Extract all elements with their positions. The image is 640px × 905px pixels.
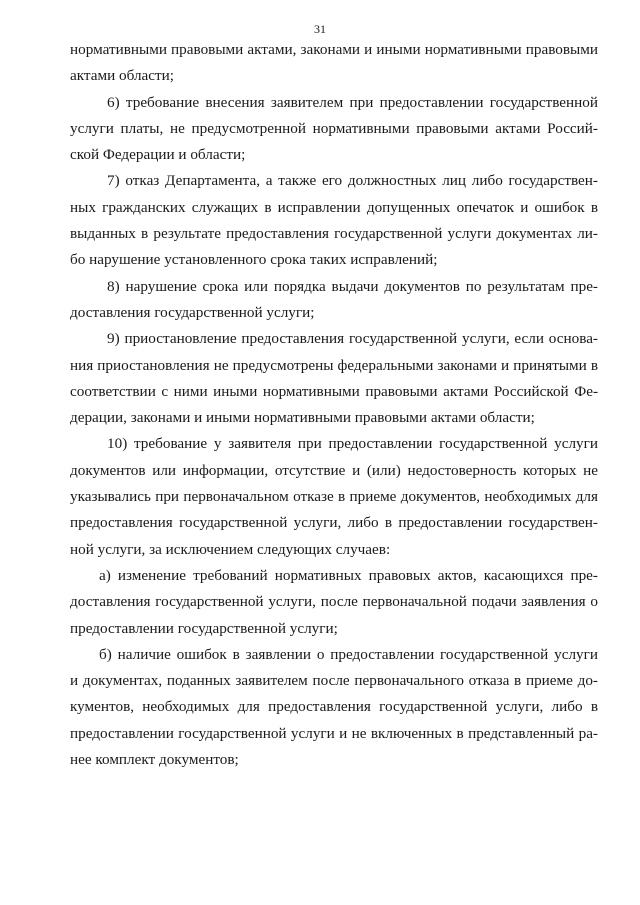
text-line: и документах, поданных заявителем после первоначального отказа в приеме до- (70, 672, 598, 690)
text-line: 7) отказ Департамента, а также его должностных лиц либо государствен- (107, 172, 598, 190)
text-line: актами области; (70, 67, 175, 85)
paragraph-item-10 (70, 431, 598, 562)
text-line: нее комплект документов; (70, 751, 239, 769)
text-line: 8) нарушение срока или порядка выдачи документов по результатам пре- (107, 277, 598, 295)
text-line: бо нарушение установленного срока таких исправлений; (70, 251, 438, 269)
paragraph-item-6 (70, 90, 598, 169)
text-line: нормативными правовыми актами, законами и иными нормативными правовыми (70, 41, 598, 58)
text-line: б) наличие ошибок в заявлении о предоставлении государственной услуги (99, 645, 598, 663)
text-line: доставления государственной услуги, после первоначальной подачи заявления о (70, 593, 598, 611)
paragraph-subitem-b (70, 642, 598, 773)
paragraph-item-8 (70, 274, 598, 327)
text-line: 6) требование внесения заявителем при предоставлении государственной (107, 93, 598, 111)
paragraph-item-9 (70, 326, 598, 431)
text-line: предоставлении государственной услуги; (70, 619, 338, 637)
text-line: дерации, законами и иными нормативными правовыми актами области; (70, 409, 535, 427)
text-line: 10) требование у заявителя при предоставлении государственной услуги (107, 435, 598, 453)
text-line: ния приостановления не предусмотрены федеральными законами и принятыми в (70, 356, 598, 374)
text-line: ной услуги, за исключением следующих случаев: (70, 540, 391, 558)
text-line: соответствии с ними иными нормативными правовыми актами Российской Фе- (70, 382, 598, 400)
text-line: ных гражданских служащих в исправлении допущенных опечаток и ошибок в (70, 198, 598, 216)
paragraph-item-7 (70, 168, 598, 273)
text-line: доставления государственной услуги; (70, 303, 315, 321)
text-line: а) изменение требований нормативных правовых актов, касающихся пре- (99, 566, 598, 584)
text-line: услуги платы, не предусмотренной нормативными правовыми актами Россий- (70, 119, 598, 137)
paragraph-subitem-a (70, 563, 598, 642)
text-line: 9) приостановление предоставления государственной услуги, если основа- (107, 330, 598, 348)
text-line: ской Федерации и области; (70, 146, 246, 164)
text-line: документов или информации, отсутствие и (или) недостоверность которых не (70, 461, 598, 479)
text-line: указывались при первоначальном отказе в приеме документов, необходимых для (70, 488, 598, 506)
text-line: предоставления государственной услуги, либо в предоставлении государствен- (70, 514, 598, 532)
page-number: 31 (314, 22, 326, 36)
text-line: кументов, необходимых для предоставления государственной услуги, либо в (70, 698, 598, 716)
text-line: предоставлении государственной услуги и не включенных в представленный ра- (70, 724, 598, 742)
text-line: выданных в результате предоставления государственной услуги документах ли- (70, 225, 598, 243)
document-body (70, 37, 598, 773)
paragraph-continuation (70, 37, 598, 90)
